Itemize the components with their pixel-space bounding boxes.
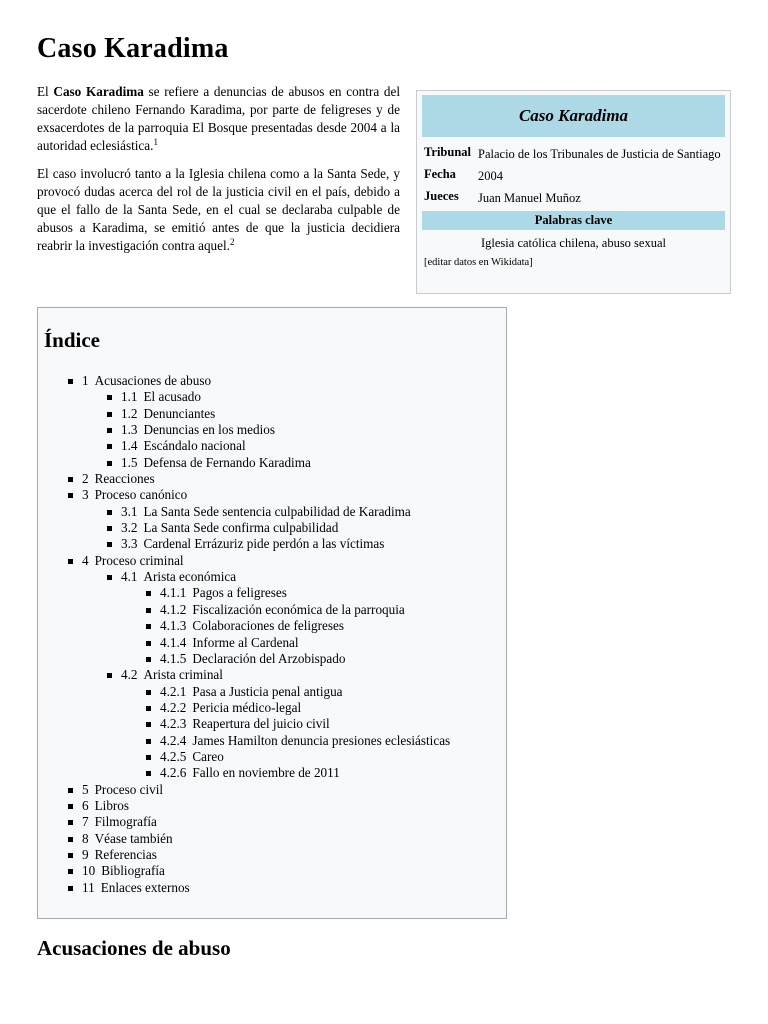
infobox <box>416 90 731 294</box>
infobox-keywords-header: Palabras clave <box>422 211 725 230</box>
toc-item-number: 10 <box>82 863 96 879</box>
intro-p1-bold: Caso Karadima <box>53 84 144 99</box>
toc-item-number: 1 <box>82 373 89 388</box>
infobox-row-fecha <box>422 163 725 185</box>
toc-item-number: 1.5 <box>121 454 138 470</box>
toc-item-label: Declaración del Arzobispado <box>192 650 346 666</box>
toc-item[interactable] <box>38 471 450 487</box>
toc-item-number: 9 <box>82 846 89 862</box>
table-of-contents <box>37 307 507 919</box>
toc-item-number: 4.2.2 <box>160 699 187 715</box>
toc-item-number: 4.1.4 <box>160 634 187 650</box>
toc-item-label: Proceso criminal <box>94 552 184 568</box>
toc-item-label: Referencias <box>94 846 157 862</box>
infobox-row-tribunal <box>422 141 725 163</box>
toc-item[interactable] <box>38 749 450 765</box>
toc-item-label: Pericia médico-legal <box>192 699 302 715</box>
toc-item-number: 4.2.4 <box>160 732 187 748</box>
toc-item[interactable] <box>38 651 450 667</box>
intro-p2-text: El caso involucró tanto a la Iglesia chilena como a la Santa Sede, y provocó dudas acerca del rol de la justicia civil en el país, debido a que el fallo de la Santa Sede, en el cual se declaraba culpable de abusos a Karadima, se emitió antes de que la justicia decidiera reabrir la investigación contra aquel. <box>37 166 400 253</box>
toc-item-number: 4.2.3 <box>160 716 187 732</box>
toc-item-label: Proceso civil <box>94 781 164 797</box>
toc-item[interactable] <box>38 667 450 683</box>
toc-item[interactable] <box>38 438 450 454</box>
toc-item-label: Arista económica <box>143 569 237 585</box>
toc-item-label: Libros <box>94 797 130 813</box>
toc-item-number: 1.1 <box>121 389 138 405</box>
toc-item[interactable] <box>38 831 450 847</box>
toc-item-number: 4 <box>82 552 89 568</box>
toc-item[interactable] <box>38 455 450 471</box>
toc-item[interactable] <box>38 536 450 552</box>
toc-item[interactable] <box>38 520 450 536</box>
toc-item-number: 4.1 <box>121 569 138 585</box>
toc-item-label: Fiscalización económica de la parroquia <box>192 601 405 617</box>
intro-text <box>37 83 400 265</box>
toc-item[interactable] <box>38 847 450 863</box>
toc-item-number: 4.2.1 <box>160 683 187 699</box>
toc-item-label: Arista criminal <box>143 667 223 683</box>
infobox-label: Fecha <box>424 167 456 181</box>
toc-item-number: 7 <box>82 814 89 830</box>
infobox-keywords[interactable]: Iglesia católica chilena, abuso sexual <box>481 236 666 250</box>
toc-item[interactable] <box>38 635 450 651</box>
toc-item-number: 4.2.6 <box>160 765 187 781</box>
toc-item[interactable] <box>38 684 450 700</box>
toc-item-number: 4.2 <box>121 667 138 683</box>
toc-item-label: Enlaces externos <box>100 879 190 895</box>
toc-item[interactable] <box>38 782 450 798</box>
toc-item[interactable] <box>38 422 450 438</box>
toc-item[interactable] <box>38 602 450 618</box>
toc-item-label: Filmografía <box>94 814 157 830</box>
intro-paragraph-1 <box>37 83 400 155</box>
intro-p1-pre: El <box>37 84 54 99</box>
infobox-value: Juan Manuel Muñoz <box>478 191 581 205</box>
infobox-title: Caso Karadima <box>422 95 725 137</box>
toc-item-label: El acusado <box>143 389 201 405</box>
toc-item-number: 1.3 <box>121 422 138 438</box>
toc-item-label: Pasa a Justicia penal antigua <box>192 683 343 699</box>
toc-item[interactable] <box>38 585 450 601</box>
edit-wikidata-link[interactable]: [editar datos en Wikidata] <box>424 257 533 268</box>
toc-item-number: 4.1.3 <box>160 618 187 634</box>
toc-item-number: 11 <box>82 879 95 895</box>
toc-title: Índice <box>44 328 101 352</box>
toc-item[interactable] <box>38 553 450 569</box>
toc-item-number: 4.1.5 <box>160 650 187 666</box>
toc-item-number: 4.1.1 <box>160 585 187 601</box>
toc-item[interactable] <box>38 389 450 405</box>
toc-item-label: Acusaciones de abuso <box>94 373 212 388</box>
intro-p1-post: se refiere a denuncias de abusos en contra del sacerdote chileno Fernando Karadima, por parte de feligreses y de exsacerdotes de la parroquia El Bosque presentadas desde 2004 a la autoridad eclesiástica. <box>37 84 400 153</box>
toc-item-label: Reacciones <box>94 471 155 487</box>
intro-paragraph-2 <box>37 165 400 255</box>
toc-item[interactable] <box>38 700 450 716</box>
toc-item-label: Véase también <box>94 830 173 846</box>
infobox-label: Jueces <box>424 189 459 203</box>
toc-item-label: Pagos a feligreses <box>192 585 287 601</box>
toc-item[interactable] <box>38 880 450 896</box>
toc-item-label: Proceso canónico <box>94 487 188 503</box>
infobox-value: 2004 <box>478 169 503 183</box>
toc-item-label: La Santa Sede sentencia culpabilidad de Karadima <box>143 503 411 519</box>
toc-item[interactable] <box>38 569 450 585</box>
toc-item[interactable] <box>38 504 450 520</box>
toc-item-label: James Hamilton denuncia presiones eclesiásticas <box>192 732 451 748</box>
toc-item[interactable] <box>38 618 450 634</box>
toc-item-label: Informe al Cardenal <box>192 634 299 650</box>
toc-item-number: 4.2.5 <box>160 748 187 764</box>
infobox-value[interactable]: Palacio de los Tribunales de Justicia de Santiago <box>478 147 721 161</box>
toc-item[interactable] <box>38 716 450 732</box>
toc-item-number: 3.3 <box>121 536 138 552</box>
toc-item-label: La Santa Sede confirma culpabilidad <box>143 520 339 536</box>
toc-item-label: Escándalo nacional <box>143 438 246 454</box>
toc-item-label: Reapertura del juicio civil <box>192 716 330 732</box>
toc-item-label: Denunciantes <box>143 405 216 421</box>
section-heading: Acusaciones de abuso <box>37 936 231 960</box>
toc-item-number: 3.2 <box>121 520 138 536</box>
reference-link-2[interactable]: 2 <box>229 237 235 247</box>
toc-item-number: 4.1.2 <box>160 601 187 617</box>
toc-item-number: 1.4 <box>121 438 138 454</box>
toc-item-number: 8 <box>82 830 89 846</box>
toc-item[interactable] <box>38 863 450 879</box>
toc-item[interactable] <box>38 733 450 749</box>
reference-link-1[interactable]: 1 <box>153 137 158 147</box>
toc-item[interactable] <box>38 814 450 830</box>
toc-list <box>38 373 450 896</box>
toc-item[interactable] <box>38 487 450 503</box>
toc-item[interactable] <box>38 406 450 422</box>
toc-item-label: Cardenal Errázuriz pide perdón a las víctimas <box>143 536 385 552</box>
toc-item-label: Fallo en noviembre de 2011 <box>192 765 340 781</box>
toc-item[interactable] <box>38 798 450 814</box>
toc-item-number: 6 <box>82 797 89 813</box>
toc-item[interactable] <box>38 765 450 781</box>
toc-item[interactable] <box>38 373 450 389</box>
toc-item-number: 3 <box>82 487 89 503</box>
toc-item-label: Denuncias en los medios <box>143 422 275 438</box>
infobox-label: Tribunal <box>424 145 472 159</box>
infobox-row-jueces <box>422 185 725 207</box>
page-title: Caso Karadima <box>37 33 229 64</box>
toc-item-label: Careo <box>192 748 224 764</box>
toc-item-label: Defensa de Fernando Karadima <box>143 454 311 470</box>
toc-item-number: 3.1 <box>121 503 138 519</box>
toc-item-number: 1.2 <box>121 405 138 421</box>
toc-item-number: 5 <box>82 781 89 797</box>
toc-item-label: Colaboraciones de feligreses <box>192 618 344 634</box>
toc-item-label: Bibliografía <box>101 863 165 879</box>
toc-item-number: 2 <box>82 471 89 487</box>
